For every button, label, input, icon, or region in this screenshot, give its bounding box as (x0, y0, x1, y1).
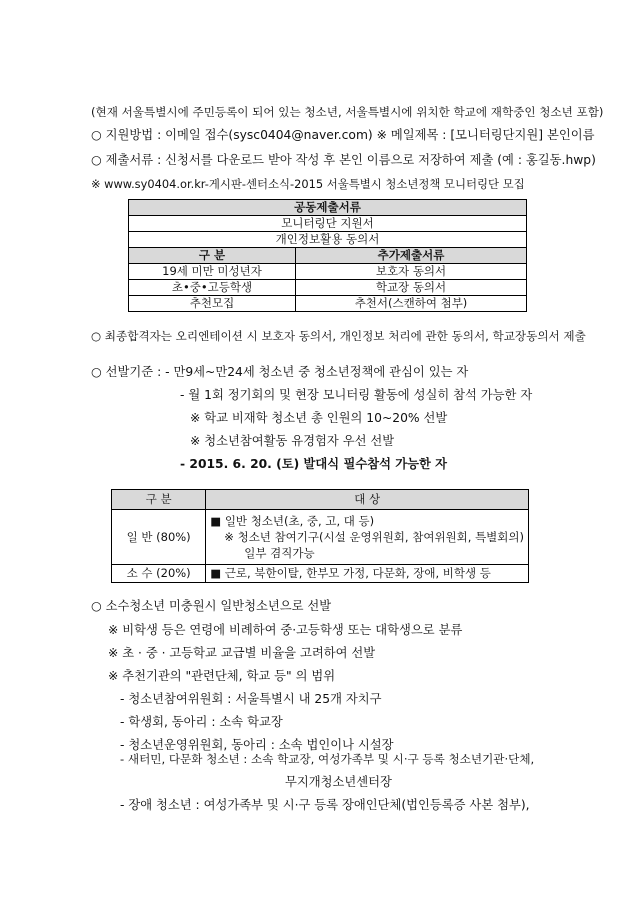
table-row-category: 추천모집 (129, 296, 296, 312)
general-label: 일 반 (80%) (112, 510, 206, 565)
general-content (206, 510, 529, 565)
minority-line-10: - 장애 청소년 : 여성가족부 및 시·구 등록 장애인단체(법인등록증 사본 첨부), (120, 798, 530, 812)
criteria-line-3: ※ 학교 비재학 청소년 총 인원의 10~20% 선발 (190, 411, 448, 425)
eligibility-note: (현재 서울특별시에 주민등록이 되어 있는 청소년, 서울특별시에 위치한 학교에 재학중인 청소년 포함) (91, 105, 604, 119)
common-docs-header: 공동제출서류 (129, 200, 527, 216)
minority-line-8: - 새터민, 다문화 청소년 : 소속 학교장, 여성가족부 및 시·구 등록 청소년기관·단체, (120, 752, 535, 766)
minority-line-4: ※ 추천기관의 "관련단체, 학교 등" 의 범위 (108, 669, 336, 683)
table-row-doc: 학교장 동의서 (296, 280, 527, 296)
minority-label: 소 수 (20%) (112, 565, 206, 583)
quota-target-header: 대 상 (206, 490, 529, 510)
common-doc-2: 개인정보활용 동의서 (129, 232, 527, 248)
criteria-line-4: ※ 청소년참여활동 유경험자 우선 선발 (190, 434, 395, 448)
additional-docs-header: 추가제출서류 (296, 248, 527, 264)
minority-line-9: 무지개청소년센터장 (285, 775, 392, 789)
minority-line-7: - 청소년운영위원회, 동아리 : 소속 법인이나 시설장 (120, 738, 394, 752)
table-row-category: 19세 미만 미성년자 (129, 264, 296, 280)
apply-method: ○ 지원방법 : 이메일 접수(sysc0404@naver.com) ※ 메일제목 : [모니터링단지원] 본인이름 (91, 128, 595, 142)
general-line-2: ※ 청소년 참여기구(시설 운영위원회, 참여위원회, 특별회의) (224, 530, 524, 544)
table-row-doc: 추천서(스캔하여 첨부) (296, 296, 527, 312)
general-line-1: ■ 일반 청소년(초, 중, 고, 대 등) (210, 514, 375, 528)
minority-line-3: ※ 초 · 중 · 고등학교 교급별 비율을 고려하여 선발 (108, 646, 376, 660)
documents-table (128, 199, 527, 312)
criteria-line-2: - 월 1회 정기회의 및 현장 모니터링 활동에 성실히 참석 가능한 자 (180, 388, 533, 402)
category-header: 구 분 (129, 248, 296, 264)
general-line-3: 일부 겸직가능 (244, 546, 315, 560)
minority-line-6: - 학생회, 동아리 : 소속 학교장 (120, 715, 283, 729)
documents-note: ○ 제출서류 : 신청서를 다운로드 받아 작성 후 본인 이름으로 저장하여 제출 (예 : 홍길동.hwp) (91, 153, 596, 167)
table-row-doc: 보호자 동의서 (296, 264, 527, 280)
quota-category-header: 구 분 (112, 490, 206, 510)
website-note: ※ www.sy0404.or.kr-게시판-센터소식-2015 서울특별시 청소년정책 모니터링단 모집 (91, 177, 525, 191)
table-row-category: 초•중•고등학생 (129, 280, 296, 296)
criteria-line-1: ○ 선발기준 : - 만9세~만24세 청소년 중 청소년정책에 관심이 있는 자 (91, 365, 469, 379)
quota-table (111, 489, 529, 583)
common-doc-1: 모니터링단 지원서 (129, 216, 527, 232)
minority-line-2: ※ 비학생 등은 연령에 비례하여 중·고등학생 또는 대학생으로 분류 (108, 623, 463, 637)
minority-line-1: ○ 소수청소년 미충원시 일반청소년으로 선발 (91, 599, 332, 613)
orientation-note: ○ 최종합격자는 오리엔테이션 시 보호자 동의서, 개인정보 처리에 관한 동의서, 학교장동의서 제출 (91, 329, 586, 343)
minority-content: ■ 근로, 북한이탈, 한부모 가정, 다문화, 장애, 비학생 등 (206, 565, 529, 583)
minority-line-5: - 청소년참여위원회 : 서울특별시 내 25개 자치구 (120, 692, 382, 706)
criteria-line-5: - 2015. 6. 20. (토) 발대식 필수참석 가능한 자 (180, 457, 448, 471)
